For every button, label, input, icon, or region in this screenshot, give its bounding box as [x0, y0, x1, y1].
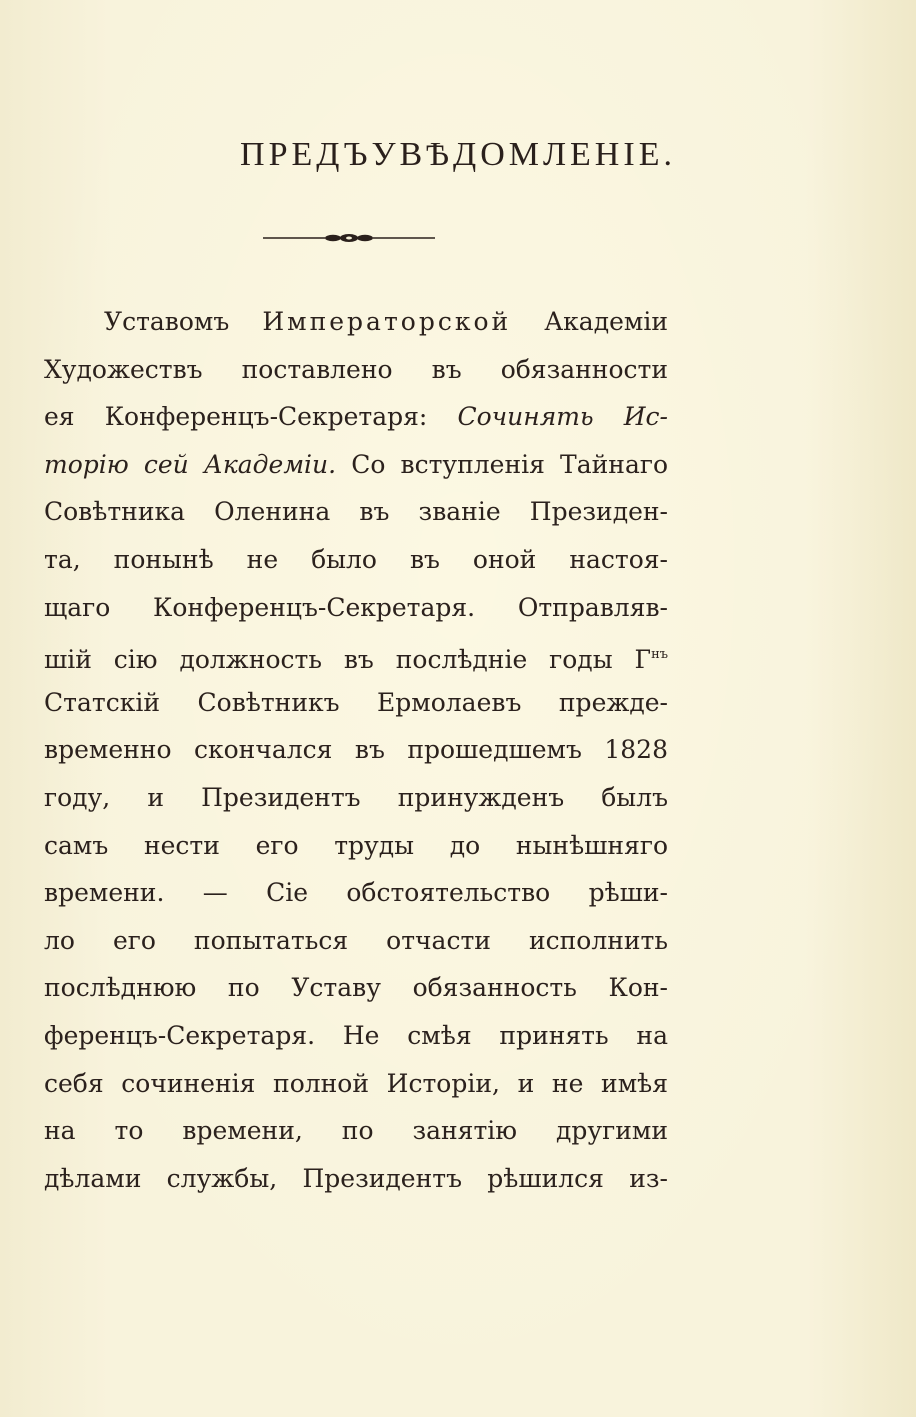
text-word-spaced: Императорской [262, 307, 512, 336]
text-line: на то времени, по занятію другими [44, 1116, 668, 1146]
superscript-abbreviation: нъ [651, 647, 668, 663]
text-line: самъ нести его труды до нынѣшняго [44, 830, 668, 860]
text-line: Художествъ поставлено въ обязанности [44, 354, 668, 384]
text-run: шій сію должность въ послѣдніе годы Г [44, 645, 652, 675]
italic-run: Сочинять Ис- [457, 402, 668, 432]
ornamental-divider [263, 228, 435, 248]
text-line: времени. — Сіе обстоятельство рѣши- [44, 878, 668, 908]
text-line: себя сочиненія полной Исторіи, и не имѣя [44, 1068, 668, 1098]
text-line [44, 441, 668, 489]
text-line: та, понынѣ не было въ оной настоя- [44, 544, 668, 574]
text-line: ференцъ-Секретаря. Не смѣя принять на [44, 1020, 668, 1050]
page-heading: ПРЕДЪУВѢДОМЛЕНІЕ. [240, 136, 676, 173]
text-line [44, 631, 668, 679]
text-line [44, 393, 668, 441]
italic-run: торію сей Академіи. [44, 449, 337, 479]
text-run: ея Конференцъ-Секретаря: [44, 402, 428, 432]
text-line [44, 298, 668, 346]
text-line: послѣднюю по Уставу обязанность Кон- [44, 973, 668, 1003]
text-line: Совѣтника Оленина въ званіе Президен- [44, 497, 668, 527]
text-line: временно скончался въ прошедшемъ 1828 [44, 735, 668, 765]
text-word: Академіи [544, 307, 669, 336]
text-line: дѣлами службы, Президентъ рѣшился из- [44, 1163, 668, 1193]
text-line: году, и Президентъ принужденъ былъ [44, 782, 668, 812]
text-line: Статскій Совѣтникъ Ермолаевъ прежде- [44, 687, 668, 717]
text-line: щаго Конференцъ-Секретаря. Отправляв- [44, 592, 668, 622]
text-word: Уставомъ [104, 307, 230, 336]
text-run: Со вступленія Тайнаго [351, 449, 668, 479]
body-text [44, 298, 668, 1202]
text-line: ло его попытаться отчасти исполнить [44, 925, 668, 955]
